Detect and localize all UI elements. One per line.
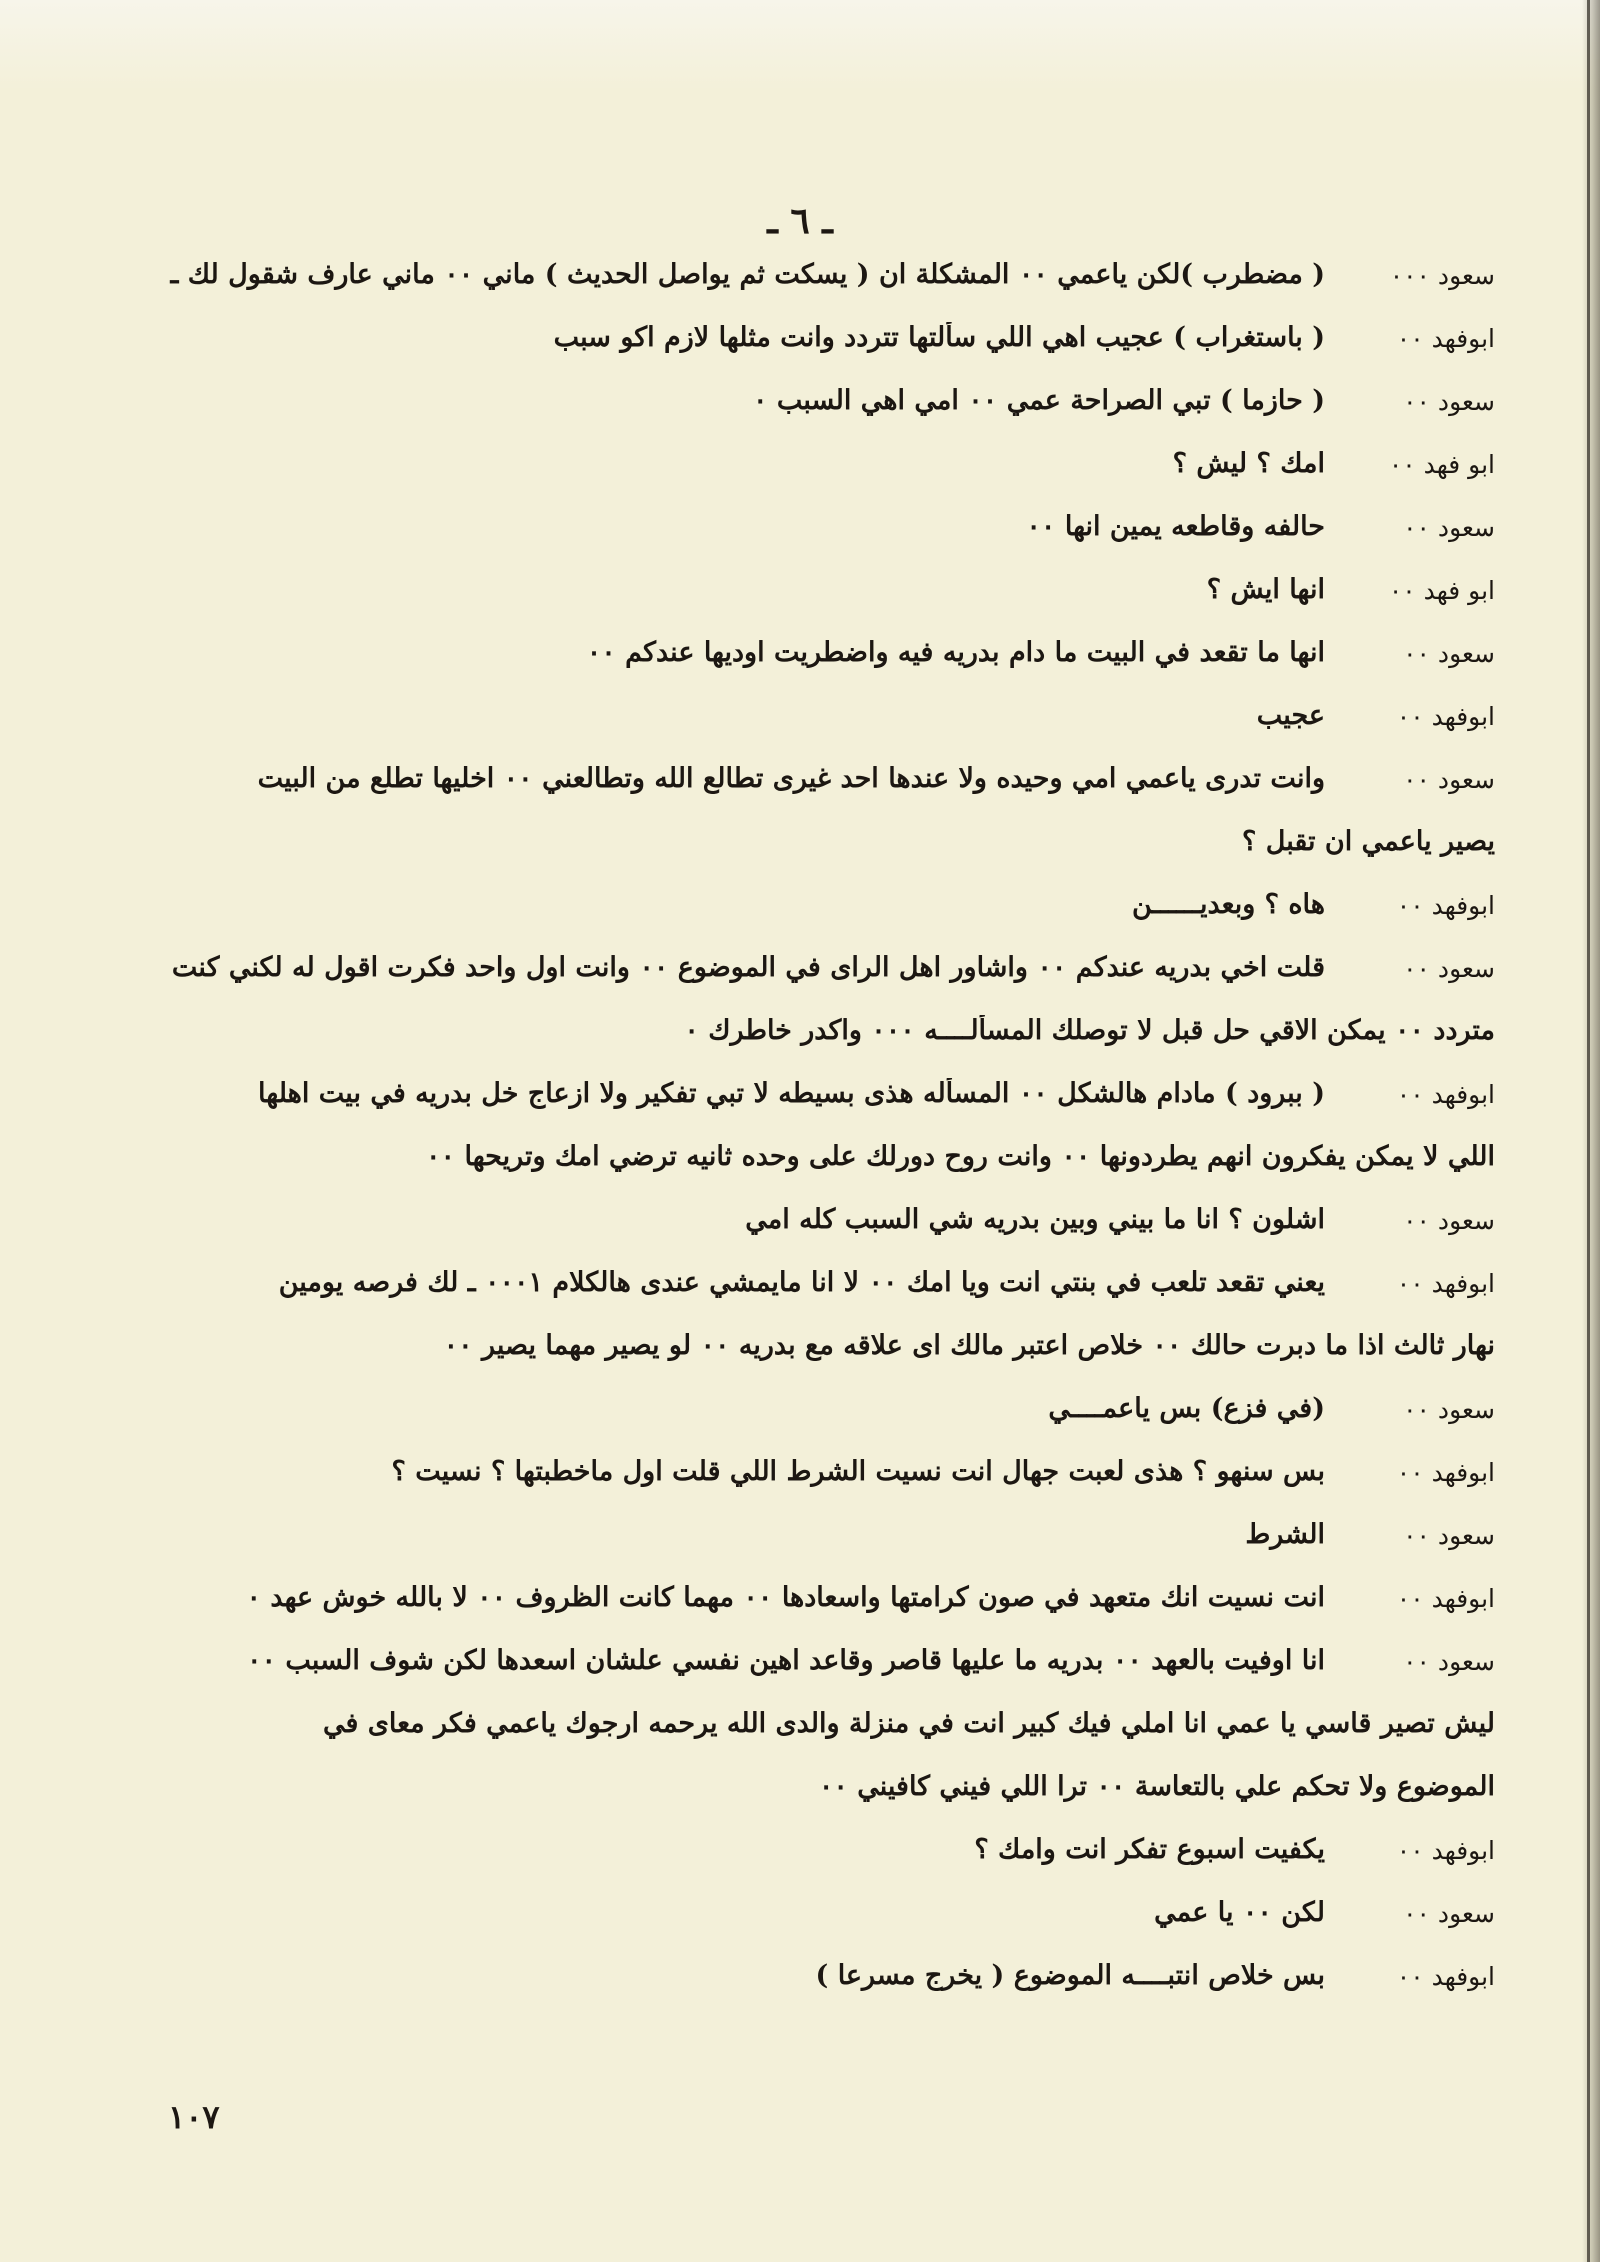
dialogue-continuation [110, 1011, 1495, 1074]
dialogue-text: يصير ياعمي ان تقبل ؟ [1242, 826, 1495, 857]
dialogue-text: ( ببرود ) مادام هالشكل ٠٠ المسأله هذى بسيطه لا تبي تفكير ولا ازعاج خل بدريه في بيت اهلها [258, 1078, 1325, 1109]
speaker-name: ابوفهد ٠٠ [1396, 1269, 1495, 1298]
dialogue-text: هاه ؟ وبعديــــــن [1131, 889, 1325, 920]
dialogue-line [110, 1389, 1495, 1452]
speaker-name: ابوفهد ٠٠ [1396, 1584, 1495, 1613]
speaker-name: ابو فهد ٠٠ [1388, 450, 1495, 479]
speaker-name: سعود ٠٠ [1403, 765, 1495, 794]
dialogue-text: ليش تصير قاسي يا عمي انا املي فيك كبير انت في منزلة والدى الله يرحمه ارجوك ياعمي فكر معاى في [322, 1708, 1495, 1739]
dialogue-text: قلت اخي بدريه عندكم ٠٠ واشاور اهل الراى في الموضوع ٠٠ وانت اول واحد فكرت اقول له لكني كنت [171, 952, 1325, 983]
dialogue-text: انها ايش ؟ [1206, 574, 1325, 605]
dialogue-text: حالفه وقاطعه يمين انها ٠٠ [1026, 511, 1325, 542]
dialogue-text: الموضوع ولا تحكم علي بالتعاسة ٠٠ ترا اللي فيني كافيني ٠٠ [818, 1771, 1495, 1802]
dialogue-text: اللي لا يمكن يفكرون انهم يطردونها ٠٠ وانت روح دورلك على وحده ثانيه ترضي امك وتريحها ٠٠ [426, 1141, 1495, 1172]
dialogue-text: امك ؟ ليش ؟ [1172, 448, 1325, 479]
speaker-name: ابو فهد ٠٠ [1388, 576, 1495, 605]
dialogue-continuation [110, 1704, 1495, 1767]
dialogue-text: الشرط [1245, 1519, 1325, 1550]
speaker-name: ابوفهد ٠٠ [1396, 891, 1495, 920]
dialogue-line [110, 318, 1495, 381]
dialogue-line [110, 1515, 1495, 1578]
speaker-name: سعود ٠٠ [1403, 1395, 1495, 1424]
dialogue-line [110, 444, 1495, 507]
script-body [110, 255, 1495, 2019]
page-edge-shadow [1582, 0, 1600, 2262]
speaker-name: سعود ٠٠٠ [1389, 261, 1495, 290]
dialogue-text: بس خلاص انتبــــه الموضوع ( يخرج مسرعا ) [815, 1960, 1325, 1991]
speaker-name: سعود ٠٠ [1403, 1647, 1495, 1676]
dialogue-text: عجيب [1256, 700, 1325, 731]
dialogue-continuation [110, 1137, 1495, 1200]
dialogue-line [110, 1641, 1495, 1704]
dialogue-text: ( باستغراب ) عجيب اهي اللي سألتها تتردد وانت مثلها لازم اكو سبب [553, 322, 1325, 353]
dialogue-text: متردد ٠٠ يمكن الاقي حل قبل لا توصلك المسألــــه ٠٠٠ واكدر خاطرك ٠ [684, 1015, 1495, 1046]
dialogue-line [110, 696, 1495, 759]
dialogue-continuation [110, 1767, 1495, 1830]
speaker-name: ابوفهد ٠٠ [1396, 324, 1495, 353]
dialogue-text: ( مضطرب )لكن ياعمي ٠٠ المشكلة ان ( يسكت ثم يواصل الحديث ) ماني ٠٠ ماني عارف شقول لك ـ [170, 259, 1325, 290]
dialogue-text: وانت تدرى ياعمي امي وحيده ولا عندها احد غيرى تطالع الله وتطالعني ٠٠ اخليها تطلع من البيت [257, 763, 1325, 794]
dialogue-line [110, 885, 1495, 948]
dialogue-text: انت نسيت انك متعهد في صون كرامتها واسعادها ٠٠ مهما كانت الظروف ٠٠ لا بالله خوش عهد ٠ [246, 1582, 1325, 1613]
dialogue-line [110, 759, 1495, 822]
speaker-name: ابوفهد ٠٠ [1396, 1962, 1495, 1991]
dialogue-line [110, 948, 1495, 1011]
dialogue-text: لكن ٠٠ يا عمي [1154, 1897, 1325, 1928]
page-edge-line [1587, 0, 1590, 2262]
dialogue-line [110, 255, 1495, 318]
dialogue-text: اشلون ؟ انا ما بيني وبين بدريه شي السبب كله امي [745, 1204, 1325, 1235]
dialogue-text: (في فزع) بس ياعمــــي [1048, 1393, 1325, 1424]
speaker-name: سعود ٠٠ [1403, 639, 1495, 668]
dialogue-line [110, 633, 1495, 696]
speaker-name: سعود ٠٠ [1403, 954, 1495, 983]
dialogue-text: انا اوفيت بالعهد ٠٠ بدريه ما عليها قاصر وقاعد اهين نفسي علشان اسعدها لكن شوف السبب ٠٠ [247, 1645, 1325, 1676]
dialogue-line [110, 1578, 1495, 1641]
speaker-name: ابوفهد ٠٠ [1396, 1836, 1495, 1865]
dialogue-text: انها ما تقعد في البيت ما دام بدريه فيه واضطريت اوديها عندكم ٠٠ [586, 637, 1325, 668]
speaker-name: سعود ٠٠ [1403, 513, 1495, 542]
speaker-name: ابوفهد ٠٠ [1396, 1458, 1495, 1487]
dialogue-line [110, 1893, 1495, 1956]
speaker-name: سعود ٠٠ [1403, 1899, 1495, 1928]
speaker-name: ابوفهد ٠٠ [1396, 702, 1495, 731]
speaker-name: سعود ٠٠ [1403, 1206, 1495, 1235]
dialogue-text: نهار ثالث اذا ما دبرت حالك ٠٠ خلاص اعتبر مالك اى علاقه مع بدريه ٠٠ لو يصير مهما يصير ٠٠ [443, 1330, 1495, 1361]
dialogue-text: بس سنهو ؟ هذى لعبت جهال انت نسيت الشرط اللي قلت اول ماخطبتها ؟ نسيت ؟ [391, 1456, 1325, 1487]
dialogue-text: يكفيت اسبوع تفكر انت وامك ؟ [974, 1834, 1325, 1865]
dialogue-line [110, 1956, 1495, 2019]
dialogue-text: ( حازما ) تبي الصراحة عمي ٠٠ امي اهي السبب ٠ [752, 385, 1325, 416]
dialogue-line [110, 1452, 1495, 1515]
dialogue-line [110, 1200, 1495, 1263]
dialogue-line [110, 1074, 1495, 1137]
speaker-name: سعود ٠٠ [1403, 387, 1495, 416]
dialogue-line [110, 507, 1495, 570]
page-header: ـ ٦ ـ [767, 200, 833, 242]
dialogue-continuation [110, 1326, 1495, 1389]
dialogue-text: يعني تقعد تلعب في بنتي انت ويا امك ٠٠ لا انا مايمشي عندى هالكلام ٠٠٠١ ـ لك فرصه يومين [278, 1267, 1325, 1298]
dialogue-line [110, 381, 1495, 444]
dialogue-line [110, 570, 1495, 633]
page-top-band [0, 0, 1600, 90]
dialogue-line [110, 1263, 1495, 1326]
dialogue-line [110, 1830, 1495, 1893]
speaker-name: سعود ٠٠ [1403, 1521, 1495, 1550]
page-number: ١٠٧ [168, 2098, 220, 2136]
dialogue-continuation [110, 822, 1495, 885]
speaker-name: ابوفهد ٠٠ [1396, 1080, 1495, 1109]
